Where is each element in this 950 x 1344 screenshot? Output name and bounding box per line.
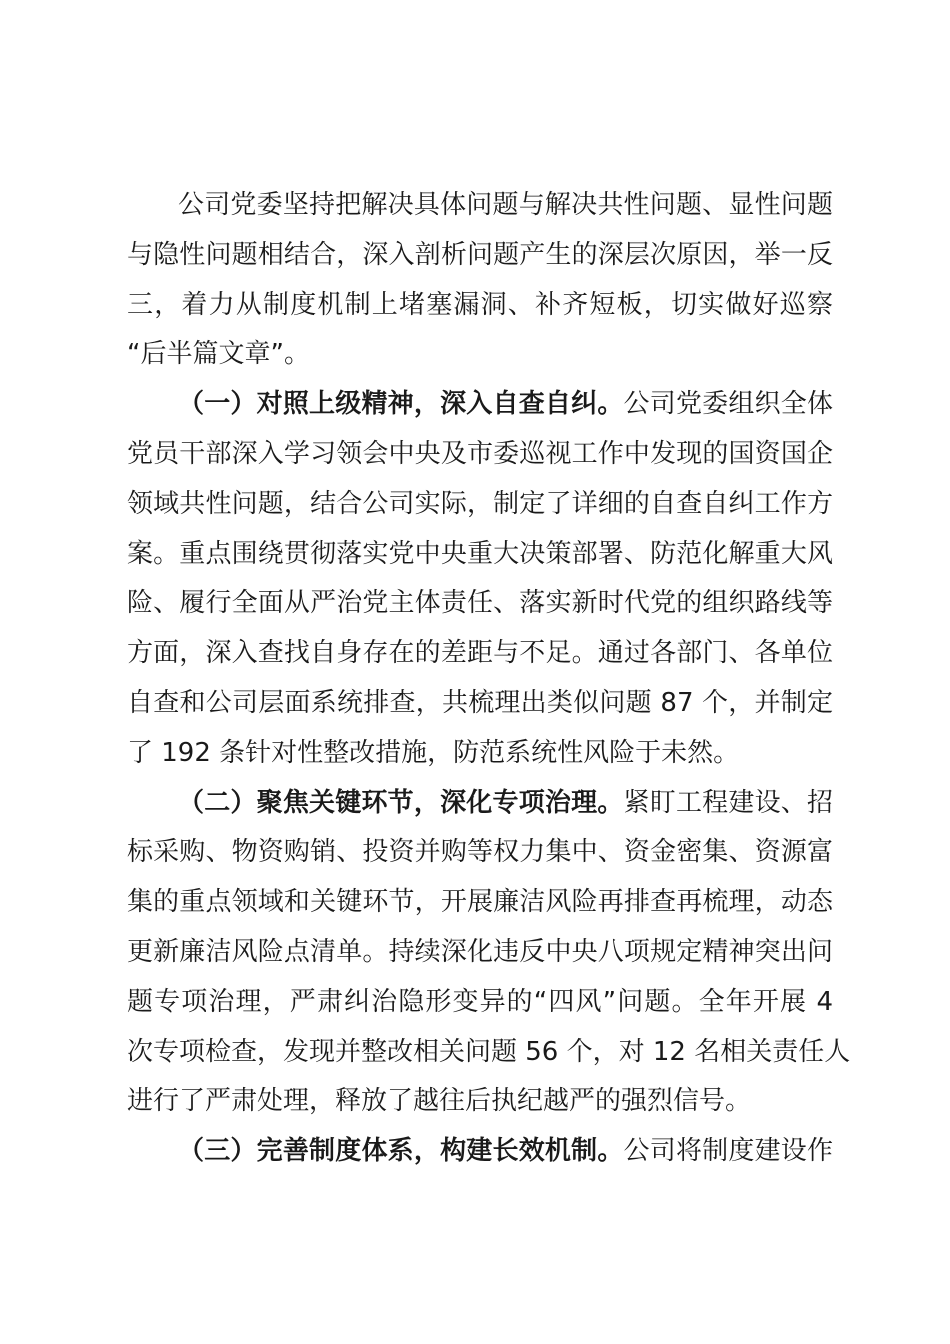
text-line: 了 192 条针对性整改措施，防范系统性风险于未然。 xyxy=(127,737,740,768)
text-span: 公司党委组织全体 xyxy=(623,389,833,420)
text-line: 进行了严肃处理，释放了越往后执纪越严的强烈信号。 xyxy=(127,1086,752,1117)
text-line: 案。重点围绕贯彻落实党中央重大决策部署、防范化解重大风 xyxy=(127,538,833,569)
text-line xyxy=(127,779,833,829)
text-line xyxy=(127,380,833,430)
text-span: 公司将制度建设作 xyxy=(623,1136,833,1167)
text-line: “后半篇文章”。 xyxy=(127,339,310,370)
paragraph-section-3 xyxy=(127,1127,833,1177)
paragraph-section-1 xyxy=(127,380,833,778)
paragraph-intro xyxy=(127,181,833,380)
text-span: 紧盯工程建设、招 xyxy=(623,787,833,818)
text-line: 党员干部深入学习领会中央及市委巡视工作中发现的国资国企 xyxy=(127,438,833,469)
section-heading: （一）对照上级精神，深入自查自纠。 xyxy=(178,389,624,420)
text-line: 方面，深入查找自身存在的差距与不足。通过各部门、各单位 xyxy=(127,638,833,669)
text-line: 险、履行全面从严治党主体责任、落实新时代党的组织路线等 xyxy=(127,588,833,619)
text-line xyxy=(127,1127,833,1177)
text-line: 标采购、物资购销、投资并购等权力集中、资金密集、资源富 xyxy=(127,837,833,868)
text-line: 领域共性问题，结合公司实际，制定了详细的自查自纠工作方 xyxy=(127,488,833,519)
document-body xyxy=(127,181,851,1177)
text-line: 题专项治理，严肃纠治隐形变异的“四风”问题。全年开展 4 xyxy=(127,986,833,1017)
section-heading: （三）完善制度体系，构建长效机制。 xyxy=(178,1136,624,1167)
text-line: 公司党委坚持把解决具体问题与解决共性问题、显性问题 xyxy=(178,190,833,220)
text-line: 自查和公司层面系统排查，共梳理出类似问题 87 个，并制定 xyxy=(127,687,833,718)
text-line: 更新廉洁风险点清单。持续深化违反中央八项规定精神突出问 xyxy=(127,936,833,967)
section-heading: （二）聚焦关键环节，深化专项治理。 xyxy=(178,787,624,818)
text-line: 三，着力从制度机制上堵塞漏洞、补齐短板，切实做好巡察 xyxy=(127,289,833,320)
text-line: 次专项检查，发现并整改相关问题 56 个，对 12 名相关责任人 xyxy=(127,1036,851,1067)
paragraph-section-2 xyxy=(127,779,851,1128)
text-line: 与隐性问题相结合，深入剖析问题产生的深层次原因，举一反 xyxy=(127,239,833,270)
text-line: 集的重点领域和关键环节，开展廉洁风险再排查再梳理，动态 xyxy=(127,887,833,918)
